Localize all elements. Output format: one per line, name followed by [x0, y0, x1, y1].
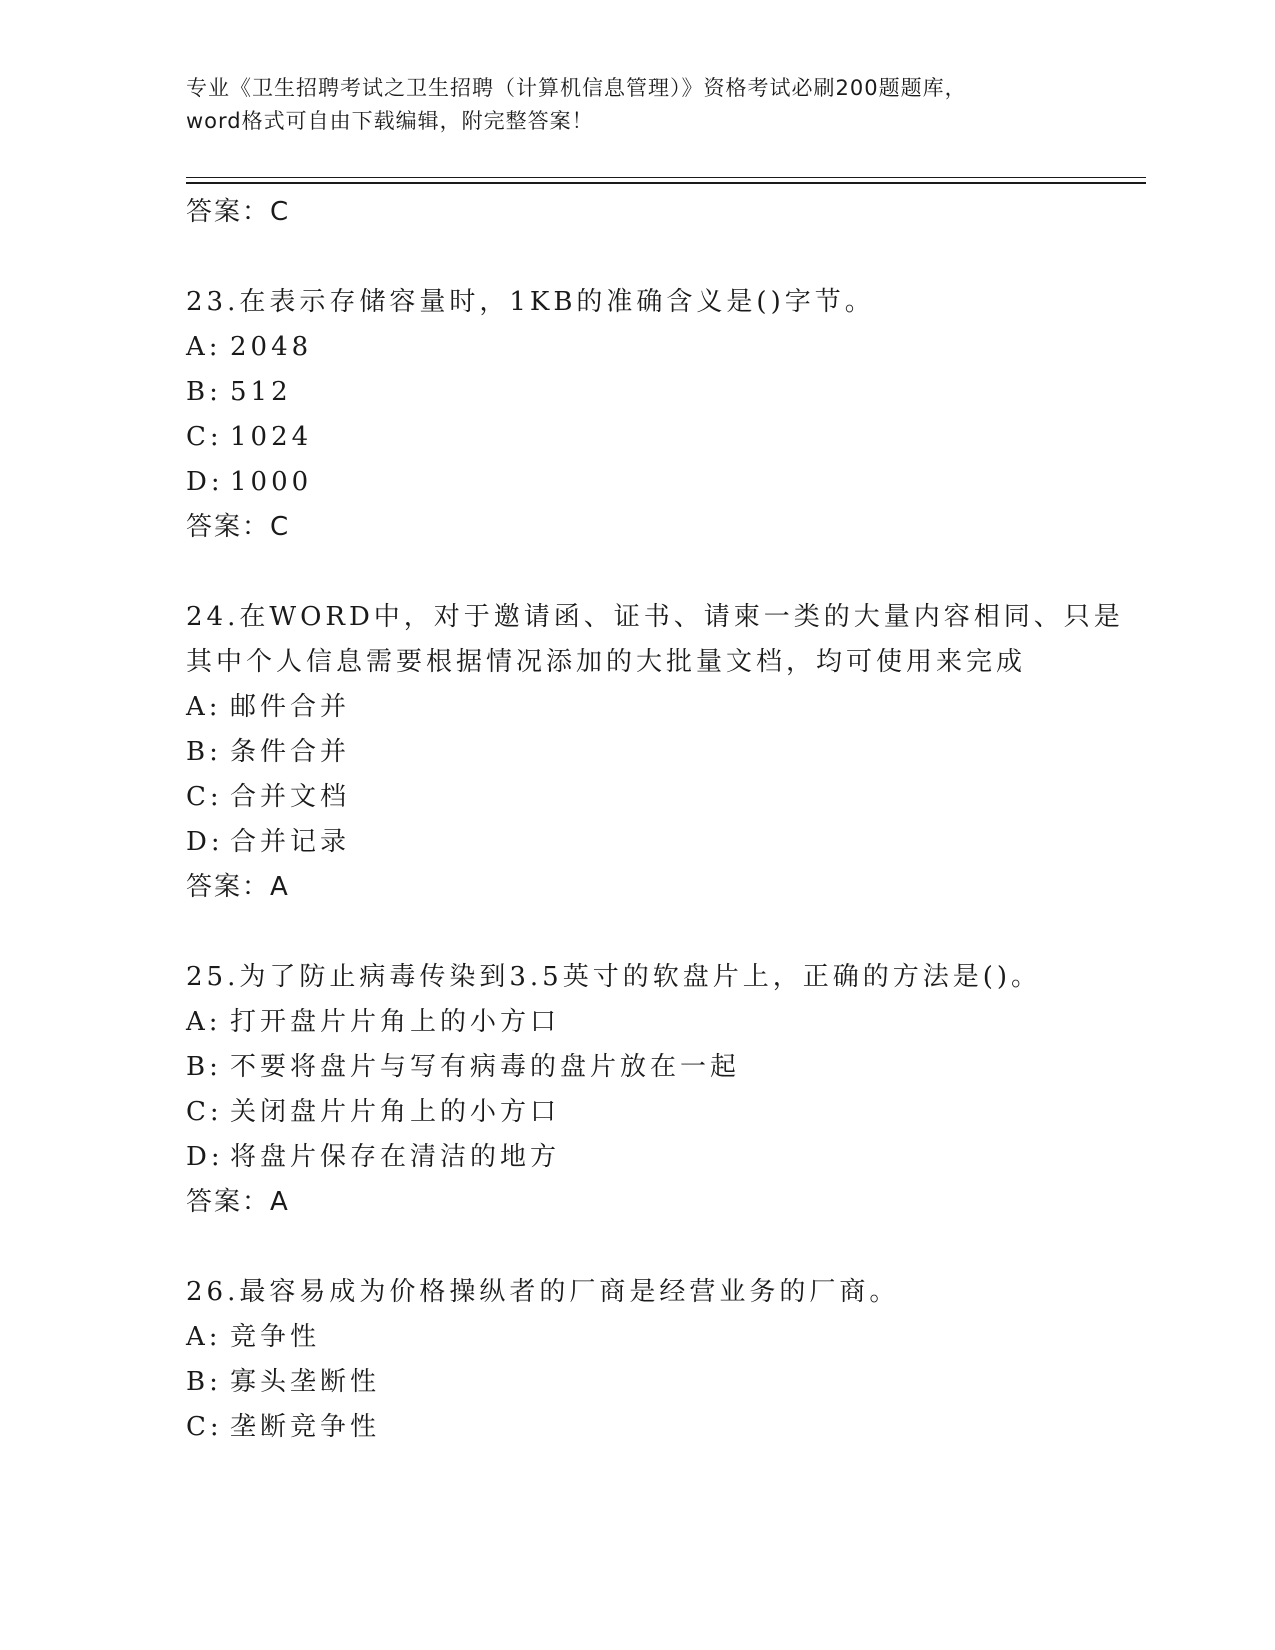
question-text-line: 23.在表示存储容量时，1KB的准确含义是()字节。	[186, 287, 875, 317]
option-key: D:	[186, 1142, 224, 1172]
option-text: 2048	[230, 332, 313, 362]
header-rule-thin	[186, 177, 1146, 178]
option-key: B:	[186, 377, 222, 407]
option-text: 关闭盘片片角上的小方口	[230, 1097, 561, 1127]
option-c	[186, 415, 1106, 460]
option-text: 邮件合并	[230, 692, 351, 722]
header-line-2: word格式可自由下载编辑，附完整答案！	[186, 109, 594, 133]
option-b	[186, 730, 1106, 775]
option-b	[186, 1045, 1106, 1090]
option-a	[186, 1315, 1106, 1360]
option-key: B:	[186, 1052, 222, 1082]
option-d	[186, 820, 1106, 865]
question-item	[186, 955, 1106, 1225]
option-text: 垄断竞争性	[230, 1412, 381, 1442]
option-d	[186, 460, 1106, 505]
question-text-line: 26.最容易成为价格操纵者的厂商是经营业务的厂商。	[186, 1277, 900, 1307]
answer-line: 答案：C	[186, 512, 291, 542]
option-key: B:	[186, 737, 222, 767]
option-key: C:	[186, 422, 223, 452]
option-d	[186, 1135, 1106, 1180]
option-text: 合并文档	[230, 782, 351, 812]
question-text-line: 24.在WORD中，对于邀请函、证书、请柬一类的大量内容相同、只是	[186, 602, 1124, 632]
option-text: 不要将盘片与写有病毒的盘片放在一起	[230, 1052, 741, 1082]
option-key: C:	[186, 1097, 223, 1127]
option-text: 1024	[230, 422, 313, 452]
option-text: 条件合并	[230, 737, 351, 767]
question-item	[186, 1270, 1106, 1450]
option-key: C:	[186, 782, 223, 812]
question-text-line: 25.为了防止病毒传染到3.5英寸的软盘片上，正确的方法是()。	[186, 962, 1041, 992]
option-key: A:	[186, 1007, 222, 1037]
option-key: C:	[186, 1412, 223, 1442]
option-a	[186, 685, 1106, 730]
question-item	[186, 280, 1106, 550]
option-c	[186, 775, 1106, 820]
option-c	[186, 1090, 1106, 1135]
option-key: A:	[186, 692, 222, 722]
header-line-1: 专业《卫生招聘考试之卫生招聘（计算机信息管理）》资格考试必刷200题题库，	[186, 76, 967, 100]
option-b	[186, 1360, 1106, 1405]
option-key: A:	[186, 332, 222, 362]
option-c	[186, 1405, 1106, 1450]
option-text: 1000	[230, 467, 313, 497]
option-text: 512	[230, 377, 292, 407]
answer-line: 答案：A	[186, 872, 290, 902]
question-list	[186, 190, 1124, 1450]
header-rule-thick	[186, 182, 1146, 184]
question-text	[186, 280, 1106, 325]
option-key: B:	[186, 1367, 222, 1397]
option-text: 寡头垄断性	[230, 1367, 381, 1397]
option-text: 竞争性	[230, 1322, 321, 1352]
option-a	[186, 325, 1106, 370]
question-text	[186, 955, 1106, 1000]
option-key: A:	[186, 1322, 222, 1352]
answer-line: 答案：C	[186, 197, 291, 227]
document-header	[186, 72, 1086, 138]
question-text	[186, 1270, 1106, 1315]
option-key: D:	[186, 827, 224, 857]
question-item	[186, 595, 1124, 910]
question-text-line: 其中个人信息需要根据情况添加的大批量文档，均可使用来完成	[186, 647, 1027, 677]
option-text: 将盘片保存在清洁的地方	[230, 1142, 561, 1172]
option-key: D:	[186, 467, 224, 497]
option-a	[186, 1000, 1106, 1045]
option-text: 打开盘片片角上的小方口	[230, 1007, 561, 1037]
option-text: 合并记录	[230, 827, 351, 857]
question-text	[186, 595, 1124, 685]
option-b	[186, 370, 1106, 415]
answer-line: 答案：A	[186, 1187, 290, 1217]
